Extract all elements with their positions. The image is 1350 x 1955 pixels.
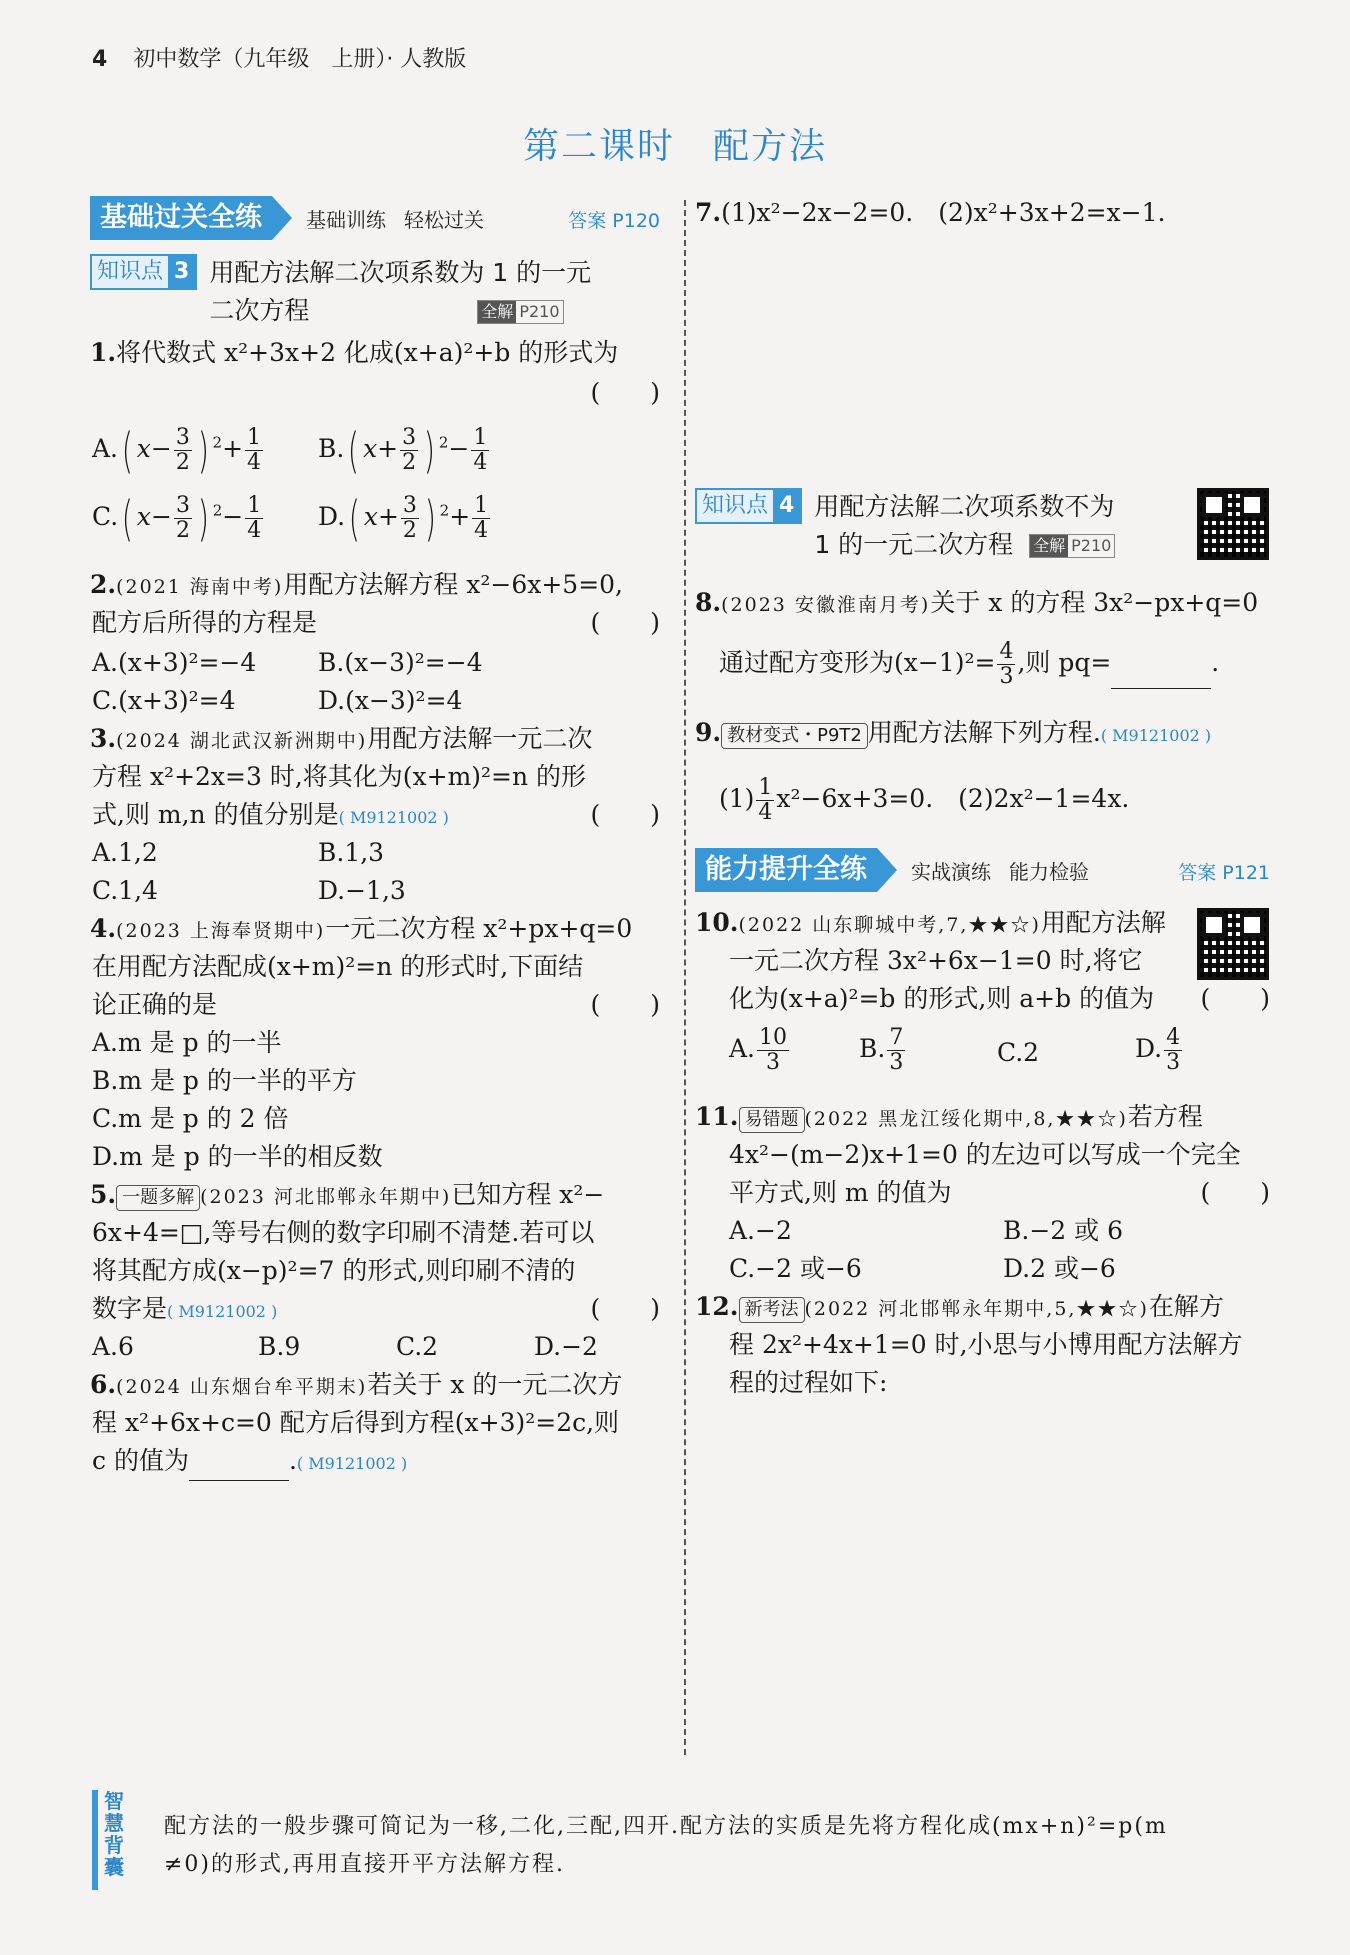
kp-title-line2: 1 的一元二次方程	[814, 530, 1014, 559]
q5-stem-1: 5. 一题多解 (2023 河北邯郸永年期中)已知方程 x²−	[90, 1180, 605, 1209]
q3-bracket: ( )	[590, 800, 660, 829]
q9-parts: (1) $\frac{1}{4}$ x²−6x+3=0. (2)2x²−1=4x.	[719, 775, 1130, 825]
q1-option-a: A.( x− $\frac{3}{2}$ ) $^2$+ $\frac{1}{4}$	[92, 422, 262, 479]
section-banner-advanced	[695, 848, 1107, 892]
q9-stem: 9. 教材变式・P9T2 用配方法解下列方程.( M9121002 )	[695, 718, 1212, 747]
q12-stem-1: 12. 新考法 (2022 河北邯郸永年期中,5,★★☆)在解方	[695, 1292, 1224, 1321]
q11-stem-2: 4x²−(m−2)x+1=0 的左边可以写成一个完全	[729, 1140, 1241, 1169]
q11-option-b: B.−2 或 6	[1003, 1216, 1123, 1245]
tip-accent-bar	[92, 1790, 98, 1890]
column-divider	[684, 200, 686, 1755]
q5-option-b: B.9	[258, 1332, 301, 1361]
q12-tag: 新考法	[739, 1297, 805, 1323]
q3-stem-1: 3.(2024 湖北武汉新洲期中)用配方法解一元二次	[90, 724, 593, 753]
q5-bracket: ( )	[590, 1294, 660, 1323]
banner-title: 能力提升全练	[695, 848, 877, 892]
q6-stem-3: c 的值为 .( M9121002 )	[92, 1444, 407, 1481]
q1-option-c: C.( x− $\frac{3}{2}$ ) $^2$− $\frac{1}{4}$	[92, 490, 262, 547]
q10-stem-2: 一元二次方程 3x²+6x−1=0 时,将它	[729, 946, 1143, 975]
q5-stem-2: 6x+4=□,等号右侧的数字印刷不清楚.若可以	[92, 1218, 595, 1247]
page-number: 4	[92, 47, 108, 72]
q1-bracket: ( )	[590, 378, 660, 407]
q8-stem-1: 8.(2023 安徽淮南月考)关于 x 的方程 3x²−px+q=0	[695, 588, 1259, 617]
q10-option-d: D. $\frac{4}{3}$	[1135, 1025, 1181, 1075]
q3-option-c: C.1,4	[92, 876, 158, 905]
q2-option-d: D.(x−3)²=4	[318, 686, 463, 715]
banner-sub-1: 基础训练	[306, 207, 386, 232]
q1-stem: 1.将代数式 x²+3x+2 化成(x+a)²+b 的形式为	[90, 338, 619, 367]
q5-option-c: C.2	[396, 1332, 439, 1361]
q11-bracket: ( )	[1200, 1178, 1270, 1207]
q10-option-b: B. $\frac{7}{3}$	[859, 1025, 904, 1075]
answer-ref: 答案 P121	[1178, 862, 1270, 884]
q10-option-c: C.2	[997, 1038, 1040, 1067]
q8-stem-2: 通过配方变形为(x−1)²= $\frac{4}{3}$ ,则 pq= .	[719, 639, 1220, 689]
q11-option-a: A.−2	[729, 1216, 792, 1245]
q11-option-c: C.−2 或−6	[729, 1254, 862, 1283]
q4-option-b: B.m 是 p 的一半的平方	[92, 1066, 357, 1095]
q11-stem-3: 平方式,则 m 的值为	[729, 1178, 952, 1207]
tip-label: 智慧背囊	[104, 1789, 124, 1879]
q5-tag: 一题多解	[116, 1185, 200, 1211]
banner-sub-1: 实战演练	[911, 859, 991, 884]
lesson-title: 第二课时 配方法	[522, 126, 827, 167]
q3-stem-2: 方程 x²+2x=3 时,将其化为(x+m)²=n 的形	[92, 762, 587, 791]
q2-option-a: A.(x+3)²=−4	[92, 648, 257, 677]
q2-option-b: B.(x−3)²=−4	[318, 648, 483, 677]
q2-option-c: C.(x+3)²=4	[92, 686, 236, 715]
q4-option-a: A.m 是 p 的一半	[92, 1028, 282, 1057]
kp-title-line1: 用配方法解二次项系数不为	[814, 492, 1115, 521]
q8-answer-blank[interactable]	[1111, 664, 1211, 689]
running-header	[92, 42, 466, 73]
q4-stem-1: 4.(2023 上海奉贤期中)一元二次方程 x²+px+q=0	[90, 914, 633, 943]
banner-sub-2: 能力检验	[1009, 859, 1089, 884]
q11-option-d: D.2 或−6	[1003, 1254, 1116, 1283]
kp-label: 知识点	[697, 490, 773, 522]
q11-tag: 易错题	[739, 1107, 805, 1133]
q3-option-d: D.−1,3	[318, 876, 406, 905]
q2-bracket: ( )	[590, 608, 660, 637]
q12-stem-3: 程的过程如下:	[729, 1368, 888, 1397]
q4-bracket: ( )	[590, 990, 660, 1019]
section-banner-basic	[90, 196, 502, 240]
q4-stem-2: 在用配方法配成(x+m)²=n 的形式时,下面结	[92, 952, 584, 981]
q2-stem-2: 配方后所得的方程是	[92, 608, 318, 637]
knowledge-point-3	[90, 254, 591, 330]
q5-option-a: A.6	[92, 1332, 134, 1361]
q11-stem-1: 11. 易错题 (2022 黑龙江绥化期中,8,★★☆)若方程	[695, 1102, 1203, 1131]
qr-code-icon[interactable]	[1197, 908, 1269, 980]
q1-option-d: D.( x+ $\frac{3}{2}$ ) $^2$+ $\frac{1}{4}$	[318, 490, 489, 547]
tip-line-2: ≠0)的形式,再用直接开平方法解方程.	[164, 1852, 566, 1877]
full-solution-ref: 全解 P210	[1029, 534, 1115, 558]
banner-sub-2: 轻松过关	[404, 207, 484, 232]
q12-stem-2: 程 2x²+4x+1=0 时,小思与小博用配方法解方	[729, 1330, 1243, 1359]
q10-stem-1: 10.(2022 山东聊城中考,7,★★☆)用配方法解	[695, 908, 1166, 937]
q9-tag: 教材变式・P9T2	[721, 723, 868, 749]
q3-option-a: A.1,2	[92, 838, 158, 867]
q2-stem-1: 2.(2021 海南中考)用配方法解方程 x²−6x+5=0,	[90, 570, 624, 599]
q10-option-a: A. $\frac{10}{3}$	[729, 1025, 788, 1075]
answer-ref: 答案 P120	[568, 210, 660, 232]
q10-stem-3: 化为(x+a)²=b 的形式,则 a+b 的值为	[729, 984, 1155, 1013]
kp-number: 4	[773, 490, 800, 522]
q4-stem-3: 论正确的是	[92, 990, 218, 1019]
q7-stem: 7.(1)x²−2x−2=0. (2)x²+3x+2=x−1.	[695, 198, 1166, 227]
q3-option-b: B.1,3	[318, 838, 385, 867]
q6-stem-1: 6.(2024 山东烟台牟平期末)若关于 x 的一元二次方	[90, 1370, 623, 1399]
kp-title-line2: 二次方程	[209, 296, 310, 325]
tip-line-1: 配方法的一般步骤可简记为一移,二化,三配,四开.配方法的实质是先将方程化成(mx+n)²=p(m	[164, 1814, 1168, 1839]
book-title: 初中数学（九年级 上册）· 人教版	[133, 47, 467, 72]
q5-code: ( M9121002 )	[167, 1302, 278, 1321]
kp-title-line1: 用配方法解二次项系数为 1 的一元	[209, 258, 592, 287]
q3-stem-3: 式,则 m,n 的值分别是( M9121002 )	[92, 800, 449, 829]
q1-option-b: B.( x+ $\frac{3}{2}$ ) $^2$− $\frac{1}{4}$	[318, 422, 488, 479]
q6-answer-blank[interactable]	[189, 1456, 289, 1481]
q5-stem-3: 将其配方成(x−p)²=7 的形式,则印刷不清的	[92, 1256, 576, 1285]
knowledge-point-4	[695, 488, 1115, 564]
q3-code: ( M9121002 )	[338, 808, 449, 827]
kp-tag	[695, 488, 802, 524]
q9-code: ( M9121002 )	[1100, 726, 1212, 745]
q10-bracket: ( )	[1200, 984, 1270, 1013]
q4-option-c: C.m 是 p 的 2 倍	[92, 1104, 289, 1133]
qr-code-icon[interactable]	[1197, 488, 1269, 560]
kp-tag	[90, 254, 197, 290]
q5-option-d: D.−2	[534, 1332, 598, 1361]
q6-code: ( M9121002 )	[296, 1454, 408, 1473]
q5-stem-4: 数字是( M9121002 )	[92, 1294, 278, 1323]
banner-title: 基础过关全练	[90, 196, 272, 240]
tip-text	[164, 1808, 1284, 1884]
q6-stem-2: 程 x²+6x+c=0 配方后得到方程(x+3)²=2c,则	[92, 1408, 620, 1437]
kp-number: 3	[168, 256, 195, 288]
q4-option-d: D.m 是 p 的一半的相反数	[92, 1142, 383, 1171]
full-solution-ref: 全解 P210	[477, 300, 563, 324]
kp-label: 知识点	[92, 256, 168, 288]
